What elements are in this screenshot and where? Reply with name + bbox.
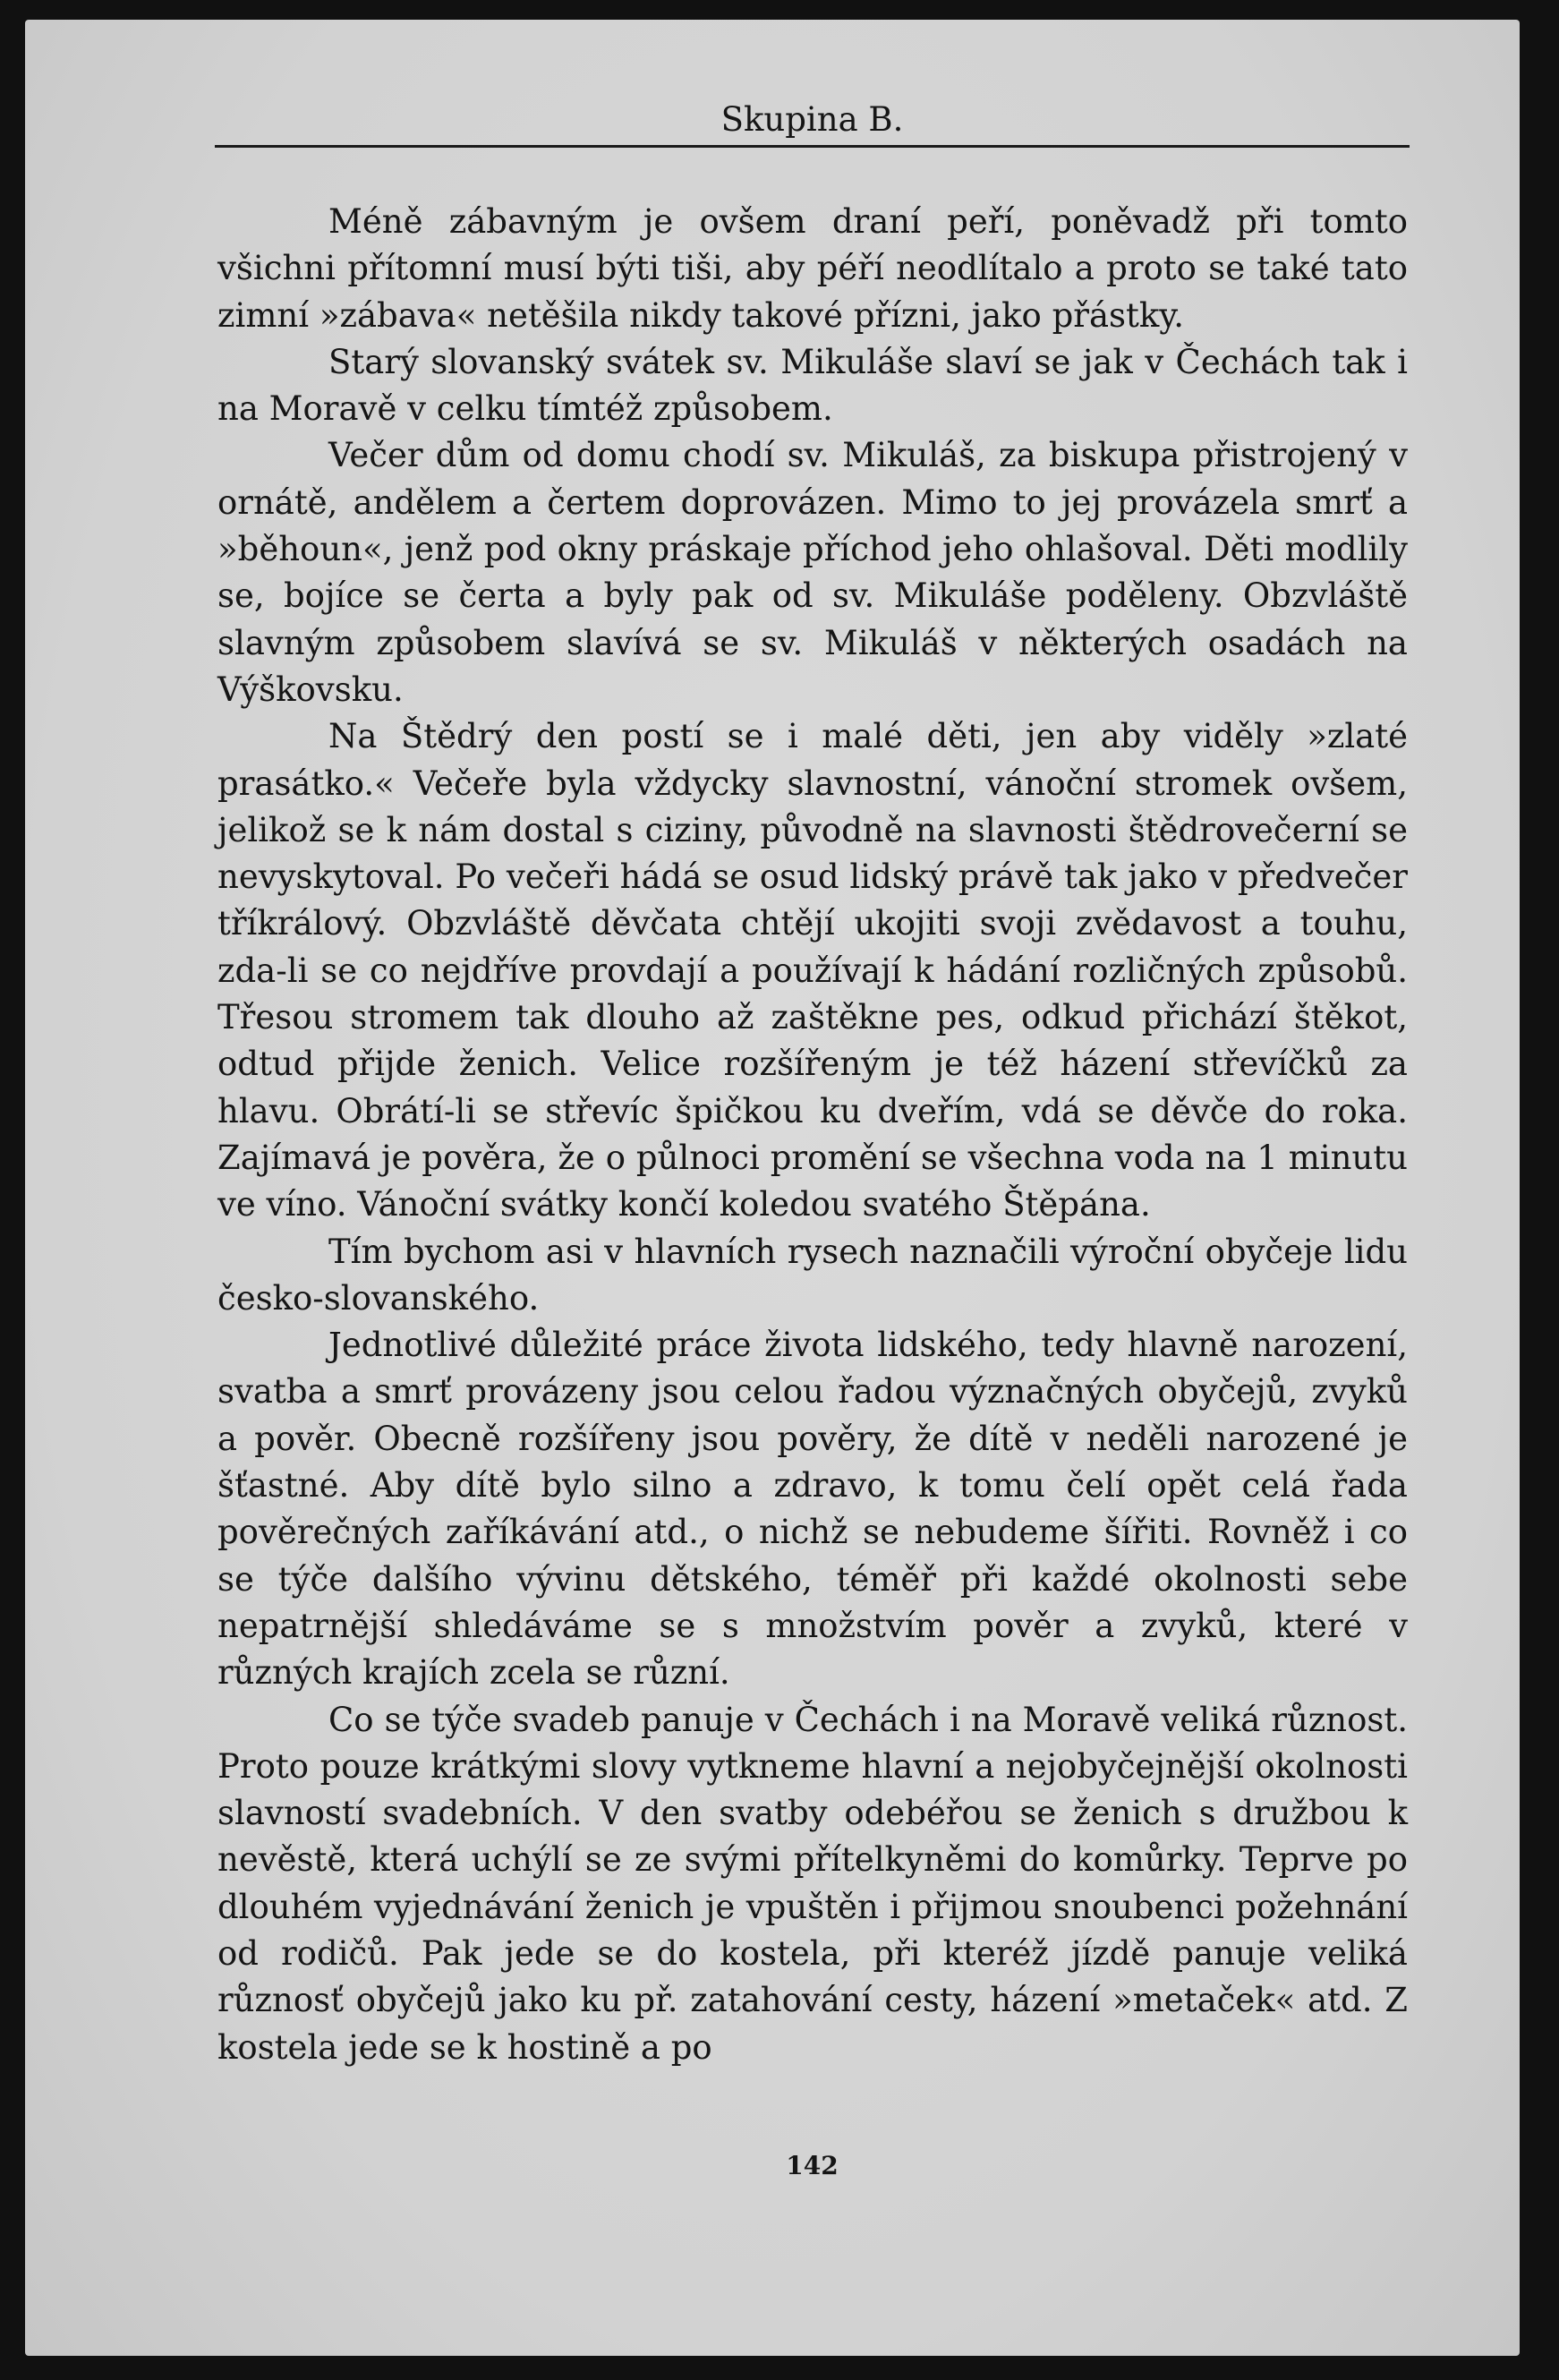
paragraph: Méně zábavným je ovšem draní peří, poněvadž při tomto všichni přítomní musí býti tiši, aby péří neodlítalo a proto se také tato zimní »zábava« netěšila nikdy takové přízni, jako přástky. bbox=[217, 202, 1408, 335]
paragraph: Na Štědrý den postí se i malé děti, jen aby viděly »zlaté prasátko.« Večeře byla vždycky slavnostní, vánoční stromek ovšem, jelikož se k nám dostal s ciziny, původně na slavnosti štědrovečerní se nevyskytoval. Po večeři hádá se osud lidský právě tak jako v předvečer tříkrálový. Obzvláště děvčata chtějí ukojiti svoji zvědavost a touhu, zda-li se co nejdříve provdají a používají k hádání rozličných způsobů. Třesou stromem tak dlouho až zaštěkne pes, odkud přichází štěkot, odtud přijde ženich. Velice rozšířeným je též házení střevíčků za hlavu. Obrátí-li se střevíc špičkou ku dveřím, vdá se děvče do roka. Zajímavá je pověra, že o půlnoci promění se všechna voda na 1 minutu ve víno. Vánoční svátky končí koledou svatého Štěpána. bbox=[217, 717, 1408, 1224]
page-number: 142 bbox=[786, 2151, 839, 2180]
body-text bbox=[217, 199, 1408, 2071]
paragraph: Starý slovanský svátek sv. Mikuláše slaví se jak v Čechách tak i na Moravě v celku tímtéž způsobem. bbox=[217, 342, 1408, 429]
running-header: Skupina B. bbox=[720, 100, 904, 139]
paragraph: Večer dům od domu chodí sv. Mikuláš, za biskupa přistrojený v ornátě, andělem a čertem doprovázen. Mimo to jej provázela smrť a »běhoun«, jenž pod okny práskaje příchod jeho ohlašoval. Děti modlily se, bojíce se čerta a byly pak od sv. Mikuláše poděleny. Obzvláště slavným způsobem slavívá se sv. Mikuláš v některých osadách na Výškovsku. bbox=[217, 436, 1408, 709]
header-rule bbox=[215, 145, 1410, 148]
paragraph: Tím bychom asi v hlavních rysech naznačili výroční obyčeje lidu česko-slovanského. bbox=[217, 1232, 1408, 1318]
paragraph: Co se týče svadeb panuje v Čechách i na Moravě veliká různost. Proto pouze krátkými slovy vytkneme hlavní a nejobyčejnější okolnosti slavností svadebních. V den svatby odebéřou se ženich s družbou k nevěstě, která uchýlí se ze svými přítelkyněmi do komůrky. Teprve po dlouhém vyjednávání ženich je vpuštěn i přijmou snoubenci požehnání od rodičů. Pak jede se do kostela, při kteréž jízdě panuje veliká různosť obyčejů jako ku př. zatahování cesty, házení »metaček« atd. Z kostela jede se k hostině a po bbox=[217, 1700, 1408, 2067]
paragraph: Jednotlivé důležité práce života lidského, tedy hlavně narození, svatba a smrť provázeny jsou celou řadou význačných obyčejů, zvyků a pověr. Obecně rozšířeny jsou pověry, že dítě v neděli narozené je šťastné. Aby dítě bylo silno a zdravo, k tomu čelí opět celá řada pověrečných zaříkávání atd., o nichž se nebudeme šířiti. Rovněž i co se týče dalšího vývinu dětského, téměř při každé okolnosti sebe nepatrnější shledáváme se s množstvím pověr a zvyků, které v různých krajích zcela se různí. bbox=[217, 1326, 1408, 1693]
